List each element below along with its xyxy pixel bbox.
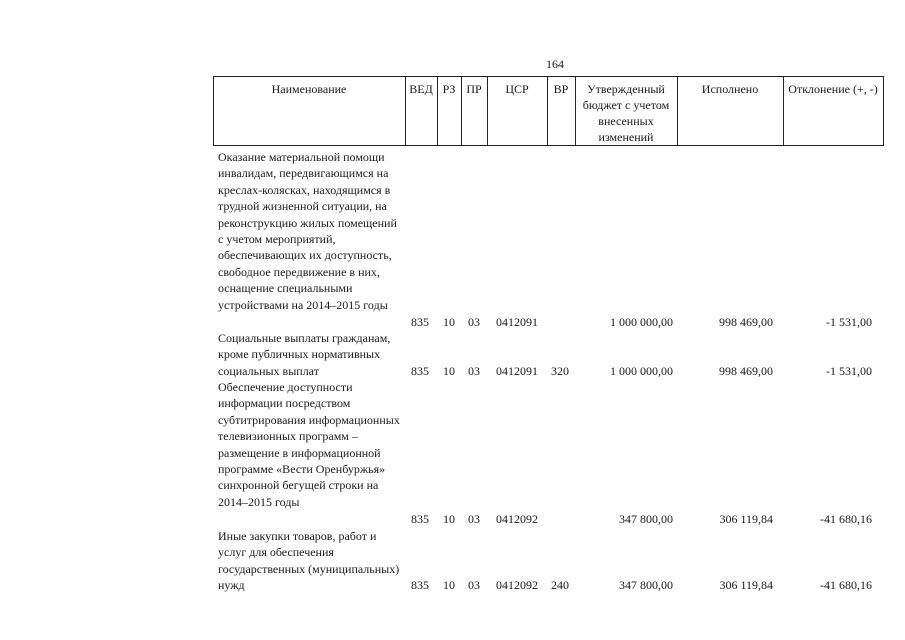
table-row <box>0 528 905 598</box>
cell-ved: 835 <box>411 578 429 592</box>
cell-ved: 835 <box>411 364 429 378</box>
header-ved: ВЕД <box>409 82 433 96</box>
header-name: Наименование <box>271 82 347 96</box>
cell-executed: 306 119,84 <box>719 512 773 526</box>
header-pr: ПР <box>466 82 482 96</box>
cell-deviation: -41 680,16 <box>820 512 872 526</box>
cell-executed: 998 469,00 <box>719 364 773 378</box>
cell-budget: 347 800,00 <box>619 578 673 592</box>
cell-deviation: -1 531,00 <box>826 315 872 329</box>
cell-csr: 0412092 <box>496 578 538 592</box>
cell-pr: 03 <box>468 578 480 592</box>
header-csr: ЦСР <box>505 82 529 96</box>
cell-pr: 03 <box>468 512 480 526</box>
cell-vr: 240 <box>551 578 569 592</box>
cell-rz: 10 <box>443 364 455 378</box>
column-divider <box>575 76 576 146</box>
cell-rz: 10 <box>443 512 455 526</box>
table-row <box>0 379 905 529</box>
cell-budget: 1 000 000,00 <box>610 315 673 329</box>
table-row <box>0 149 905 329</box>
cell-csr: 0412091 <box>496 315 538 329</box>
header-budget: Утвержденный бюджет с учетом внесенных изменений <box>582 82 670 144</box>
column-divider <box>783 76 784 146</box>
row-name: Иные закупки товаров, работ и услуг для обеспечения государственных (муниципальных) нужд <box>218 529 400 593</box>
cell-csr: 0412091 <box>496 364 538 378</box>
cell-rz: 10 <box>443 315 455 329</box>
cell-pr: 03 <box>468 364 480 378</box>
row-name: Социальные выплаты гражданам, кроме публичных нормативных социальных выплат <box>218 331 391 378</box>
header-rz: РЗ <box>442 82 456 96</box>
page-number: 164 <box>546 57 564 71</box>
cell-deviation: -41 680,16 <box>820 578 872 592</box>
cell-ved: 835 <box>411 315 429 329</box>
cell-pr: 03 <box>468 315 480 329</box>
header-executed: Исполнено <box>701 82 759 96</box>
cell-budget: 1 000 000,00 <box>610 364 673 378</box>
cell-csr: 0412092 <box>496 512 538 526</box>
row-name: Оказание материальной помощи инвалидам, передвигающимся на креслах-колясках, находящимся в трудной жизненной ситуации, на реконструкцию жилых помещений с учетом мероприятий, обеспечивающих их доступность, свободное передвижение в них, оснащение специальными устройствами на 2014–2015 годы <box>218 150 397 312</box>
cell-vr: 320 <box>551 364 569 378</box>
table-row <box>0 330 905 380</box>
cell-executed: 998 469,00 <box>719 315 773 329</box>
cell-ved: 835 <box>411 512 429 526</box>
header-vr: ВР <box>553 82 569 96</box>
cell-executed: 306 119,84 <box>719 578 773 592</box>
row-name: Обеспечение доступности информации посредством субтитрирования информационных телевизионных программ – размещение в информационной программе «Вести Оренбуржья» синхронной бегущей строки на 2014–2015 годы <box>218 380 400 509</box>
cell-budget: 347 800,00 <box>619 512 673 526</box>
header-deviation: Отклонение (+, -) <box>788 82 878 96</box>
cell-deviation: -1 531,00 <box>826 364 872 378</box>
column-divider <box>883 76 884 146</box>
table-header <box>213 76 884 146</box>
cell-rz: 10 <box>443 578 455 592</box>
